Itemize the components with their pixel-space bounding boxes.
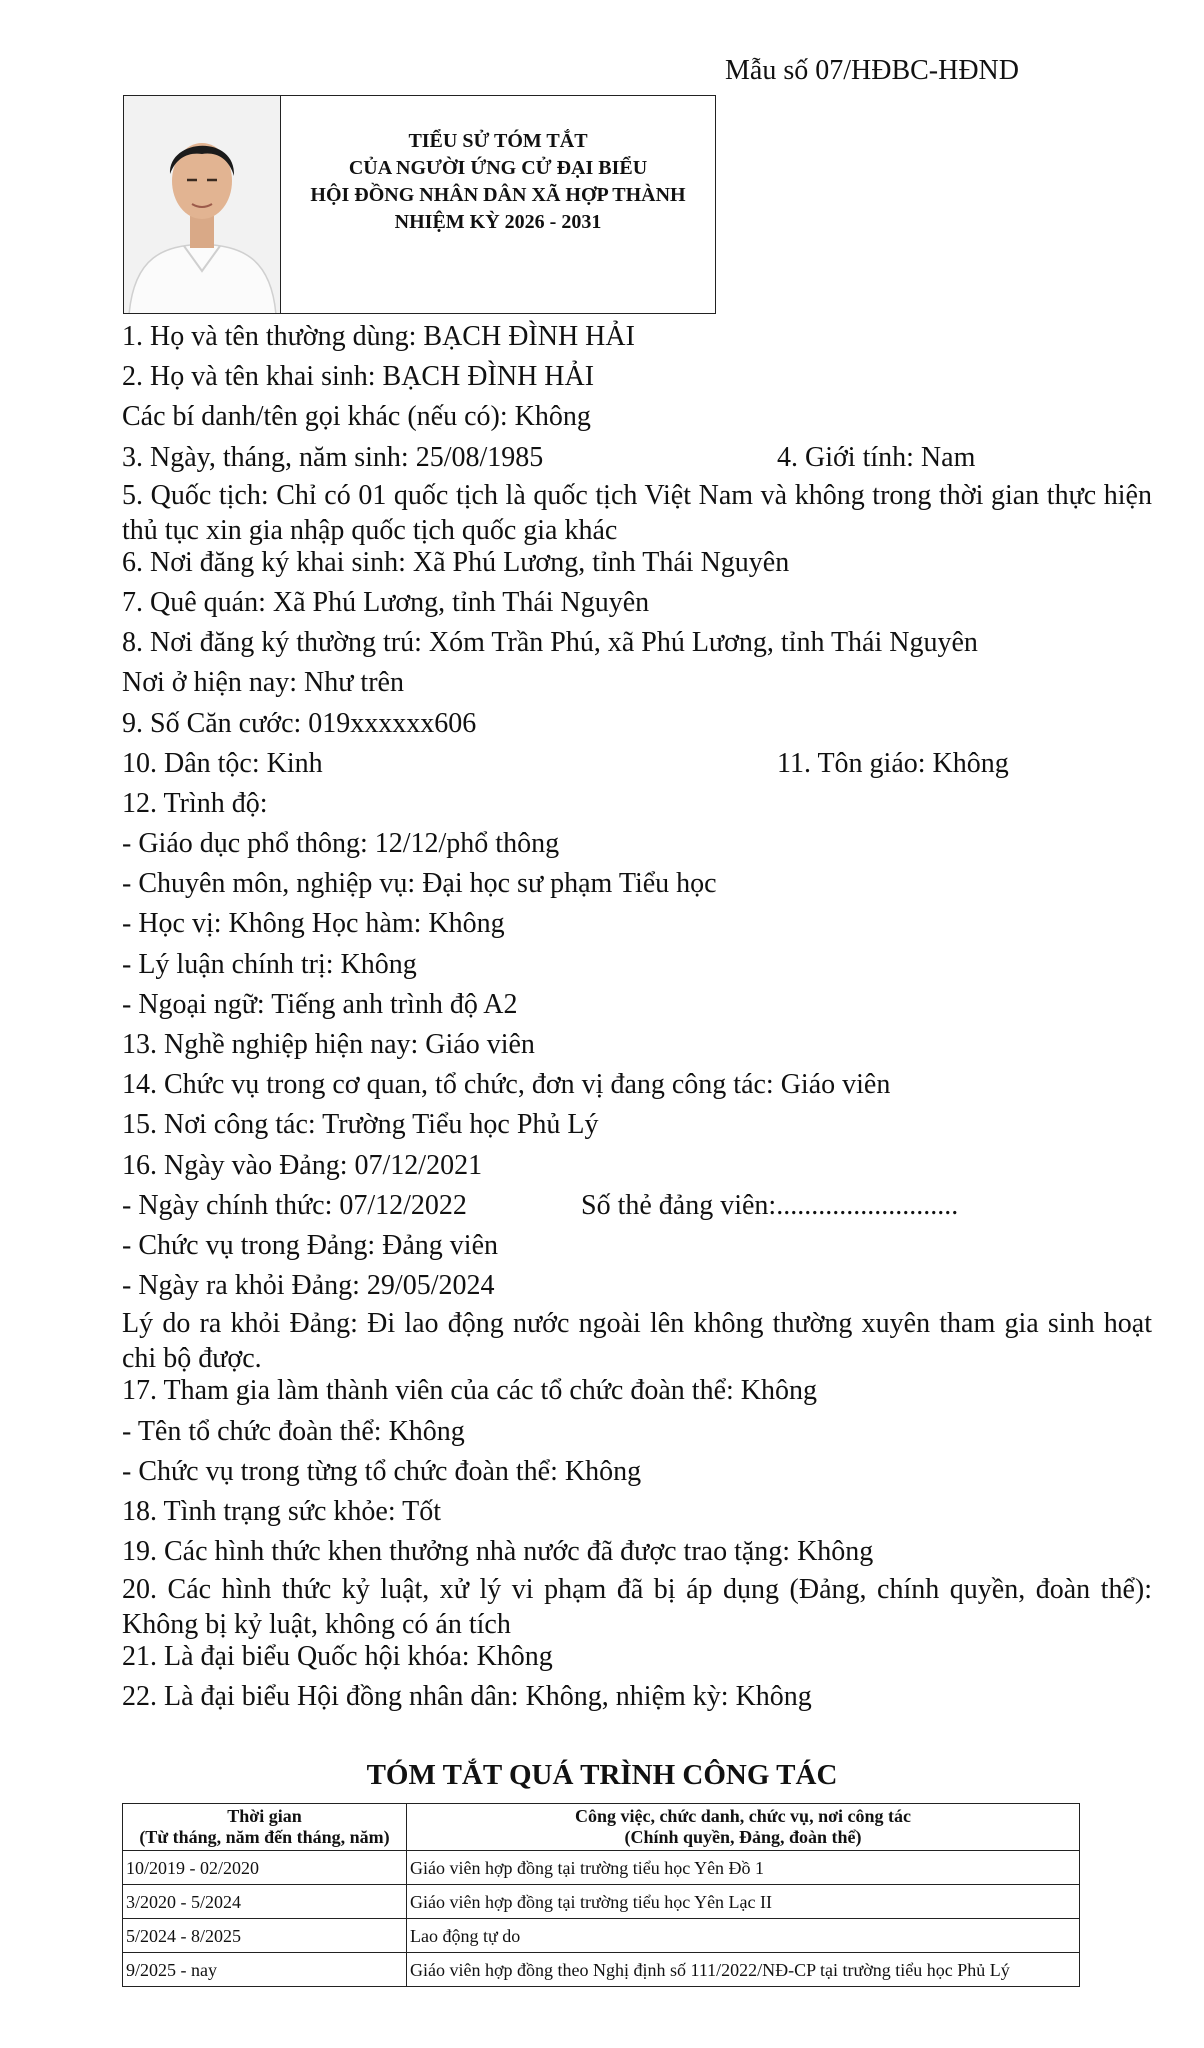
- title-line: TIỂU SỬ TÓM TẮT: [408, 130, 588, 152]
- field-party-leave-reason: [122, 1306, 1152, 1375]
- field-party-position: - Chức vụ trong Đảng: Đảng viên: [122, 1229, 498, 1261]
- field-workplace: 15. Nơi công tác: Trường Tiểu học Phủ Lý: [122, 1109, 599, 1141]
- cell-job: Lao động tự do: [407, 1919, 1080, 1953]
- work-history-table: [122, 1803, 1080, 1987]
- field-permanent-residence: 8. Nơi đăng ký thường trú: Xóm Trần Phú, xã Phú Lương, tỉnh Thái Nguyên: [122, 627, 978, 659]
- field-religion: 11. Tôn giáo: Không: [777, 747, 1009, 779]
- field-position: 14. Chức vụ trong cơ quan, tổ chức, đơn vị đang công tác: Giáo viên: [122, 1069, 891, 1101]
- table-header-row: [123, 1804, 1080, 1851]
- field-party-join-date: 16. Ngày vào Đảng: 07/12/2021: [122, 1149, 483, 1181]
- table-row: [123, 1953, 1080, 1987]
- field-birth-name: 2. Họ và tên khai sinh: BẠCH ĐÌNH HẢI: [122, 361, 595, 393]
- field-profession: - Chuyên môn, nghiệp vụ: Đại học sư phạm Tiểu học: [122, 868, 717, 900]
- field-national-assembly: 21. Là đại biểu Quốc hội khóa: Không: [122, 1641, 553, 1673]
- field-nationality: [122, 478, 1152, 546]
- field-nationality-text: 5. Quốc tịch: Chỉ có 01 quốc tịch là quốc tịch Việt Nam và không trong thời gian thực hiện thủ tục xin gia nhập quốc tịch quốc gia khác: [122, 479, 1152, 546]
- field-party-leave-reason-text: Lý do ra khỏi Đảng: Đi lao động nước ngoài lên không thường xuyên tham gia sinh hoạt chi bộ được.: [122, 1308, 1152, 1375]
- cell-time: 5/2024 - 8/2025: [123, 1919, 407, 1953]
- field-aliases: Các bí danh/tên gọi khác (nếu có): Không: [122, 401, 591, 433]
- field-party-official-row: [122, 1186, 1152, 1226]
- header-box: [123, 95, 716, 314]
- field-ethnicity-religion-row: [122, 744, 1152, 784]
- field-degree: - Học vị: Không Học hàm: Không: [122, 908, 505, 940]
- title-line: NHIỆM KỲ 2026 - 2031: [394, 211, 602, 233]
- cell-job: Giáo viên hợp đồng tại trường tiểu học Yên Đồ 1: [407, 1851, 1080, 1885]
- column-header-time: [123, 1804, 407, 1851]
- cell-time: 10/2019 - 02/2020: [123, 1851, 407, 1885]
- title-line: HỘI ĐỒNG NHÂN DÂN XÃ HỢP THÀNH: [310, 184, 686, 206]
- column-header-job-line1: Công việc, chức danh, chức vụ, nơi công tác: [574, 1806, 912, 1826]
- field-occupation: 13. Nghề nghiệp hiện nay: Giáo viên: [122, 1029, 535, 1060]
- field-foreign-language: - Ngoại ngữ: Tiếng anh trình độ A2: [122, 988, 518, 1020]
- field-id-number: 9. Số Căn cước: 019xxxxxx606: [122, 707, 477, 739]
- column-header-job-line2: (Chính quyền, Đảng, đoàn thể): [624, 1827, 862, 1847]
- document-title: [281, 128, 715, 236]
- cell-time: 9/2025 - nay: [123, 1953, 407, 1987]
- table-row: [123, 1885, 1080, 1919]
- table-row: [123, 1851, 1080, 1885]
- field-political-theory: - Lý luận chính trị: Không: [122, 948, 417, 980]
- field-education: 12. Trình độ:: [122, 787, 268, 819]
- field-ethnicity: 10. Dân tộc: Kinh: [122, 747, 323, 779]
- column-header-time-line2: (Từ tháng, năm đến tháng, năm): [139, 1827, 390, 1847]
- column-header-job: [407, 1804, 1080, 1851]
- work-history-title: TÓM TẮT QUÁ TRÌNH CÔNG TÁC: [366, 1759, 838, 1791]
- field-people-council: 22. Là đại biểu Hội đồng nhân dân: Không, nhiệm kỳ: Không: [122, 1681, 812, 1713]
- cell-time: 3/2020 - 5/2024: [123, 1885, 407, 1919]
- field-current-residence: Nơi ở hiện nay: Như trên: [122, 667, 404, 699]
- field-gender: 4. Giới tính: Nam: [777, 441, 976, 473]
- field-organization-name: - Tên tổ chức đoàn thể: Không: [122, 1415, 465, 1447]
- column-header-time-line1: Thời gian: [227, 1806, 302, 1826]
- portrait-image: [124, 96, 281, 313]
- field-party-official-date: - Ngày chính thức: 07/12/2022: [122, 1189, 467, 1221]
- field-organizations: 17. Tham gia làm thành viên của các tổ chức đoàn thể: Không: [122, 1375, 817, 1407]
- portrait-photo: [124, 96, 281, 313]
- field-birth-date: 3. Ngày, tháng, năm sinh: 25/08/1985: [122, 441, 544, 473]
- field-discipline-text: 20. Các hình thức kỷ luật, xử lý vi phạm đã bị áp dụng (Đảng, chính quyền, đoàn thể): Không bị kỷ luật, không có án tích: [122, 1574, 1152, 1641]
- field-hometown: 7. Quê quán: Xã Phú Lương, tỉnh Thái Nguyên: [122, 586, 650, 618]
- biography-fields: [122, 317, 1152, 1718]
- cell-job: Giáo viên hợp đồng tại trường tiểu học Yên Lạc II: [407, 1885, 1080, 1919]
- field-awards: 19. Các hình thức khen thưởng nhà nước đã được trao tặng: Không: [122, 1536, 874, 1568]
- field-health: 18. Tình trạng sức khỏe: Tốt: [122, 1495, 441, 1527]
- field-common-name: 1. Họ và tên thường dùng: BẠCH ĐÌNH HẢI: [122, 321, 635, 352]
- cell-job: Giáo viên hợp đồng theo Nghị định số 111/2022/NĐ-CP tại trường tiểu học Phủ Lý: [407, 1953, 1080, 1987]
- field-party-card-number: Số thẻ đảng viên:..........................: [581, 1189, 959, 1221]
- form-code: Mẫu số 07/HĐBC-HĐND: [725, 55, 1019, 86]
- field-birth-registration: 6. Nơi đăng ký khai sinh: Xã Phú Lương, tỉnh Thái Nguyên: [122, 546, 790, 578]
- field-discipline: [122, 1572, 1152, 1641]
- table-row: [123, 1919, 1080, 1953]
- title-line: CỦA NGƯỜI ỨNG CỬ ĐẠI BIỂU: [348, 157, 648, 179]
- field-party-leave-date: - Ngày ra khỏi Đảng: 29/05/2024: [122, 1270, 495, 1302]
- field-general-education: - Giáo dục phổ thông: 12/12/phổ thông: [122, 828, 560, 860]
- field-birth-gender-row: [122, 438, 1152, 478]
- field-organization-position: - Chức vụ trong từng tổ chức đoàn thể: Không: [122, 1455, 642, 1487]
